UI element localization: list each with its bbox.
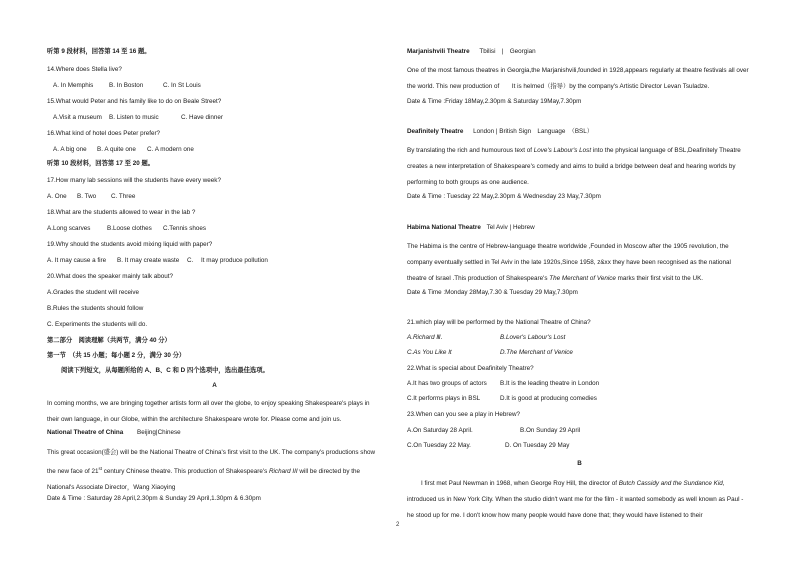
theatre-description: By translating the rich and humourous text of Love's Labour's Lost into the physical language of BSL,Deafinitely Theatre creates a new interpretation of Shakespeare's comedy and aims to build a bridge between deaf and hearing worlds by performing to both groups as one audience. [407, 147, 741, 186]
passage-label: A [212, 382, 217, 389]
option-c[interactable]: C.It performs plays in BSL [407, 395, 481, 402]
option-b[interactable]: B.It is the leading theatre in London [500, 380, 600, 387]
option-a[interactable]: A.It has two groups of actors [407, 380, 487, 387]
question-stem: 23.When can you see a play in Hebrew? [407, 411, 521, 418]
option-b[interactable]: B.On Sunday 29 April [520, 427, 581, 434]
option-c[interactable]: C. Three [111, 193, 136, 200]
question-stem: 14.Where does Stella live? [47, 66, 122, 73]
option-b[interactable]: B. A quite one [97, 146, 136, 153]
option-a[interactable]: A.Grades the student will receive [47, 289, 140, 296]
performance-date: Date & Time : Tuesday 22 May,2.30pm & Wednesday 23 May,7.30pm [407, 193, 601, 200]
part-heading: 第二部分 阅读理解（共两节，满分 40 分） [47, 337, 171, 344]
theatre-name: Habima National Theatre [407, 224, 481, 231]
option-a[interactable]: A. A big one [53, 146, 87, 153]
option-c[interactable]: C.On Tuesday 22 May. [407, 442, 471, 449]
option-b[interactable]: B. It may create waste [117, 257, 180, 264]
theatre-location: London | British Sign Language （BSL） [473, 128, 594, 135]
question-stem: 20.What does the speaker mainly talk about? [47, 273, 174, 280]
option-a[interactable]: A. In Memphis [53, 82, 94, 89]
theatre-heading [407, 128, 593, 136]
theatre-name: Marjanishvili Theatre [407, 48, 470, 55]
option-a[interactable]: A.Richard Ⅲ. [407, 334, 443, 341]
option-c[interactable]: C. Experiments the students will do. [47, 321, 148, 328]
question-stem: 16.What kind of hotel does Peter prefer? [47, 130, 161, 137]
option-b[interactable]: B. Listen to music [109, 114, 159, 121]
page-number: 2 [396, 522, 400, 528]
option-a[interactable]: A. It may cause a fire [47, 257, 107, 264]
question-stem: 19.Why should the students avoid mixing liquid with paper? [47, 241, 213, 248]
option-a[interactable]: A. One [47, 193, 67, 200]
options-row [47, 193, 135, 201]
theatre-description: The Habima is the centre of Hebrew-language theatre worldwide ,Founded in Moscow after the 1905 revolution, the company eventually settled in Tel Aviv in the late 1920s,Since 1958, z&xx they have been recognised as the national theatre of Israel .This production of Shakespeare's The Merchant of Venice marks their first visit to the UK. [407, 243, 731, 282]
option-d[interactable]: D. On Tuesday 29 May [505, 442, 570, 449]
theatre-name: National Theatre of China [47, 429, 124, 436]
options-row [47, 225, 206, 233]
theatre-description: This great occasion(盛会) will be the National Theatre of China's first visit to the UK. The company's productions show the new face of 21st century Chinese theatre. This production of Shakespeare's Richard III will be directed by the National's Associate Director，Wang Xiaoying [47, 449, 376, 492]
question-stem: 22.What is special about Deafinitely Theatre? [407, 365, 534, 372]
option-c[interactable]: C. Have dinner [181, 114, 223, 121]
option-c-marker[interactable]: C. [187, 257, 194, 264]
option-b[interactable]: B.Lover's Labour's Lost [500, 334, 566, 341]
question-stem: 21.which play will be performed by the National Theatre of China? [407, 319, 591, 326]
option-d[interactable]: D.It is good at producing comedies [500, 395, 597, 402]
option-c[interactable]: C.As You Like It [407, 349, 452, 356]
performance-date: Date & Time :Friday 18May,2.30pm & Saturday 19May,7.30pm [407, 98, 582, 105]
theatre-location: Tbilisi | Georgian [479, 48, 536, 55]
option-c[interactable]: C. A modern one [147, 146, 194, 153]
theatre-location: Beijing|Chinese [137, 429, 181, 436]
option-b[interactable]: B. In Boston [109, 82, 144, 89]
option-a[interactable]: A.Long scarves [47, 225, 91, 232]
theatre-heading [407, 48, 536, 56]
question-stem: 17.How many lab sessions will the students have every week? [47, 177, 221, 184]
section-heading: 听第 9 段材料，回答第 14 至 16 题。 [47, 48, 151, 55]
section-heading: 听第 10 段材料，回答第 17 至 20 题。 [47, 160, 155, 167]
options-row [53, 82, 201, 90]
option-b[interactable]: B.Loose clothes [107, 225, 152, 232]
theatre-name: Deafinitely Theatre [407, 128, 464, 135]
option-c[interactable]: It may produce pollution [201, 257, 268, 264]
passage-intro: In coming months, we are bringing together artists form all over the globe, to enjoy speaking Shakespeare's plays in their own language, in our Globe, within the architecture Shakespeare wrote for. Please come and join us. [47, 400, 370, 423]
option-c[interactable]: C. In St Louis [163, 82, 201, 89]
options-row [53, 146, 194, 154]
option-b[interactable]: B.Rules the students should follow [47, 305, 144, 312]
theatre-location: Tel Aviv | Hebrew [486, 224, 535, 231]
performance-date: Date & Time :Monday 28May,7.30 & Tuesday 29 May,7.30pm [407, 289, 578, 296]
options-row [47, 257, 268, 265]
passage-b-text: I first met Paul Newman in 1968, when George Roy Hill, the director of Butch Cassidy and the Sundance Kid, introduced us in New York City. When the studio didn't want me for the film - it wanted somebody as well known as Paul - he stood up for me. I don't know how many people would have done that; they would have listened to their [407, 480, 744, 519]
option-d[interactable]: D.The Merchant of Venice [500, 349, 573, 356]
instructions: 阅读下列短文，从每题所给的 A、B、C 和 D 四个选项中，选出最佳选项。 [61, 367, 269, 374]
passage-label: B [577, 460, 582, 467]
question-stem: 18.What are the students allowed to wear in the lab ? [47, 209, 196, 216]
option-b[interactable]: B. Two [77, 193, 97, 200]
option-c[interactable]: C.Tennis shoes [163, 225, 207, 232]
theatre-description: One of the most famous theatres in Georgia,the Marjanishvili,founded in 1928,appears regularly at theatre festivals all over the world. This new production of It is helmed（指导）by the company's Artistic Director Levan Tsuladze. [407, 67, 749, 90]
theatre-heading [47, 429, 181, 437]
option-a[interactable]: A.Visit a museum [53, 114, 102, 121]
question-stem: 15.What would Peter and his family like to do on Beale Street? [47, 98, 222, 105]
performance-date: Date & Time : Saturday 28 April,2.30pm & Sunday 29 April,1.30pm & 6.30pm [47, 495, 261, 502]
options-row [53, 114, 223, 122]
option-a[interactable]: A.On Saturday 28 April. [407, 427, 473, 434]
section-heading: 第一节 （共 15 小题；每小题 2 分，满分 30 分） [47, 352, 186, 359]
theatre-heading [407, 224, 535, 232]
